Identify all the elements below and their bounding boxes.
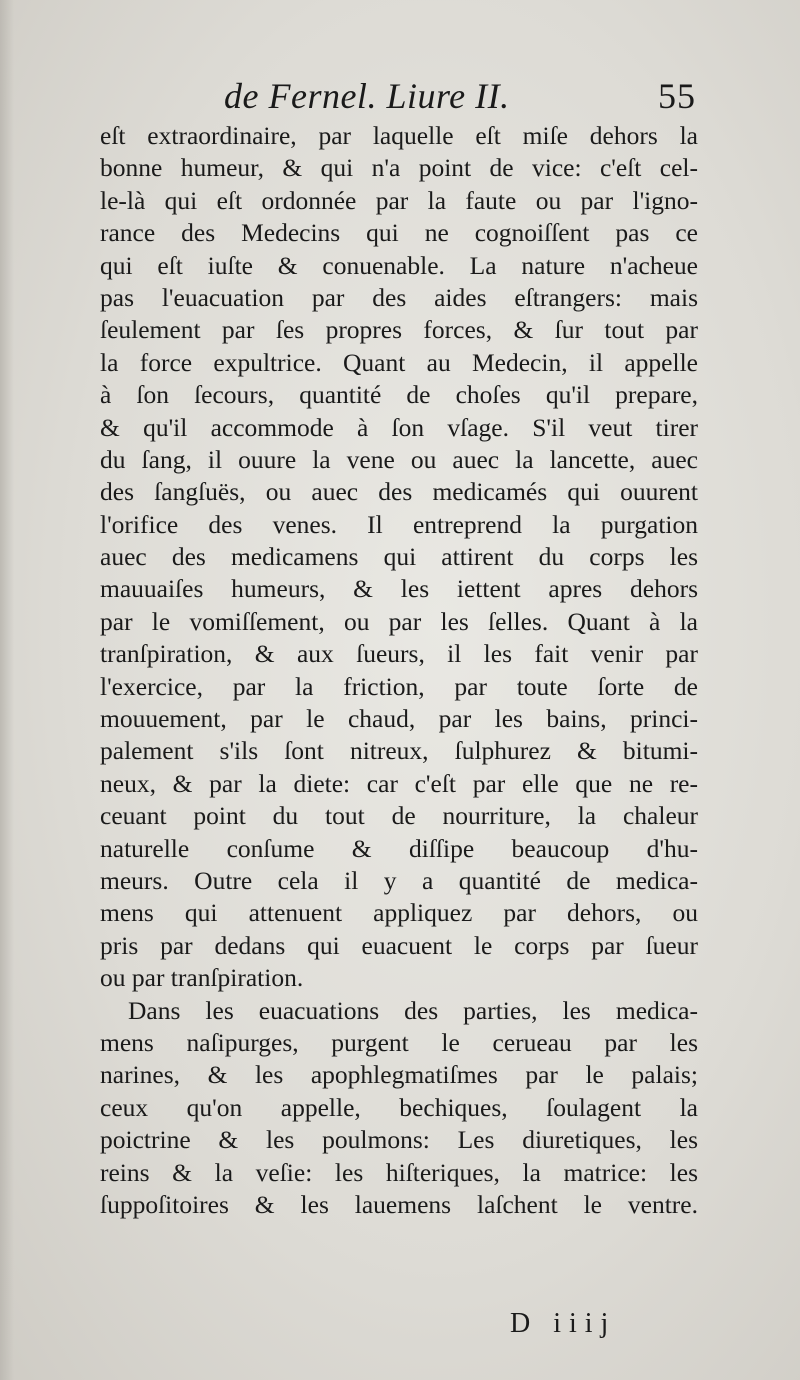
page-edge-shadow: [0, 0, 14, 1380]
page-number: 55: [658, 76, 696, 116]
text-line: neux, & par la diete: car c'eſt par elle que ne re-: [100, 768, 698, 798]
text-line: naturelle conſume & diſſipe beaucoup d'hu-: [100, 833, 698, 863]
text-line: meurs. Outre cela il y a quantité de medica-: [100, 865, 698, 895]
text-line: poictrine & les poulmons: Les diuretiques, les: [100, 1125, 698, 1155]
text-line: le-là qui eſt ordonnée par la faute ou par l'igno-: [100, 185, 698, 215]
text-line: la force expultrice. Quant au Medecin, il appelle: [100, 347, 698, 377]
text-line: qui eſt iuſte & conuenable. La nature n'acheue: [100, 250, 698, 280]
running-title: de Fernel. Liure II.: [224, 76, 510, 116]
text-line: par le vomiſſement, ou par les ſelles. Quant à la: [100, 606, 698, 636]
text-line: mens naſipurges, purgent le cerueau par les: [100, 1027, 698, 1057]
text-line: pris par dedans qui euacuent le corps par ſueur: [100, 930, 698, 960]
text-line: & qu'il accommode à ſon vſage. S'il veut tirer: [100, 412, 698, 442]
text-line: reins & la veſie: les hiſteriques, la matrice: les: [100, 1157, 698, 1187]
text-line: l'orifice des venes. Il entreprend la purgation: [100, 509, 698, 539]
text-line: ou par tranſpiration.: [100, 963, 304, 993]
text-line: ſeulement par ſes propres forces, & ſur tout par: [100, 315, 698, 345]
text-line: eſt extraordinaire, par laquelle eſt miſe dehors la: [100, 121, 698, 150]
signature-mark: D iiij: [510, 1308, 617, 1339]
paragraph-2: [100, 995, 698, 1222]
text-line: pas l'euacuation par des aides eſtrangers: mais: [100, 282, 698, 312]
text-line: ceux qu'on appelle, bechiques, ſoulagent la: [100, 1092, 698, 1122]
text-line: rance des Medecins qui ne cognoiſſent pas ce: [100, 218, 698, 248]
text-line: l'exercice, par la friction, par toute ſorte de: [100, 671, 698, 701]
text-line: tranſpiration, & aux ſueurs, il les fait venir par: [100, 639, 698, 669]
text-line: palement s'ils ſont nitreux, ſulphurez & bitumi-: [100, 736, 698, 766]
paragraph-1: [100, 120, 698, 995]
text-line: narines, & les apophlegmatiſmes par le palais;: [100, 1060, 698, 1090]
text-line: auec des medicamens qui attirent du corps les: [100, 542, 698, 572]
page-header: [100, 70, 700, 122]
text-line: ceuant point du tout de nourriture, la chaleur: [100, 801, 698, 831]
text-line: ſuppoſitoires & les lauemens laſchent le ventre.: [100, 1189, 698, 1219]
body-text: [100, 120, 698, 1221]
text-line: bonne humeur, & qui n'a point de vice: c'eſt cel-: [100, 153, 698, 183]
text-line: mens qui attenuent appliquez par dehors, ou: [100, 898, 698, 928]
text-line: Dans les euacuations des parties, les medica-: [128, 995, 698, 1025]
text-line: mouuement, par le chaud, par les bains, princi-: [100, 704, 698, 734]
text-line: des ſangſuës, ou auec des medicamés qui ouurent: [100, 477, 698, 507]
text-line: à ſon ſecours, quantité de choſes qu'il prepare,: [100, 380, 698, 410]
text-line: du ſang, il ouure la vene ou auec la lancette, auec: [100, 444, 698, 474]
text-line: mauuaiſes humeurs, & les iettent apres dehors: [100, 574, 698, 604]
